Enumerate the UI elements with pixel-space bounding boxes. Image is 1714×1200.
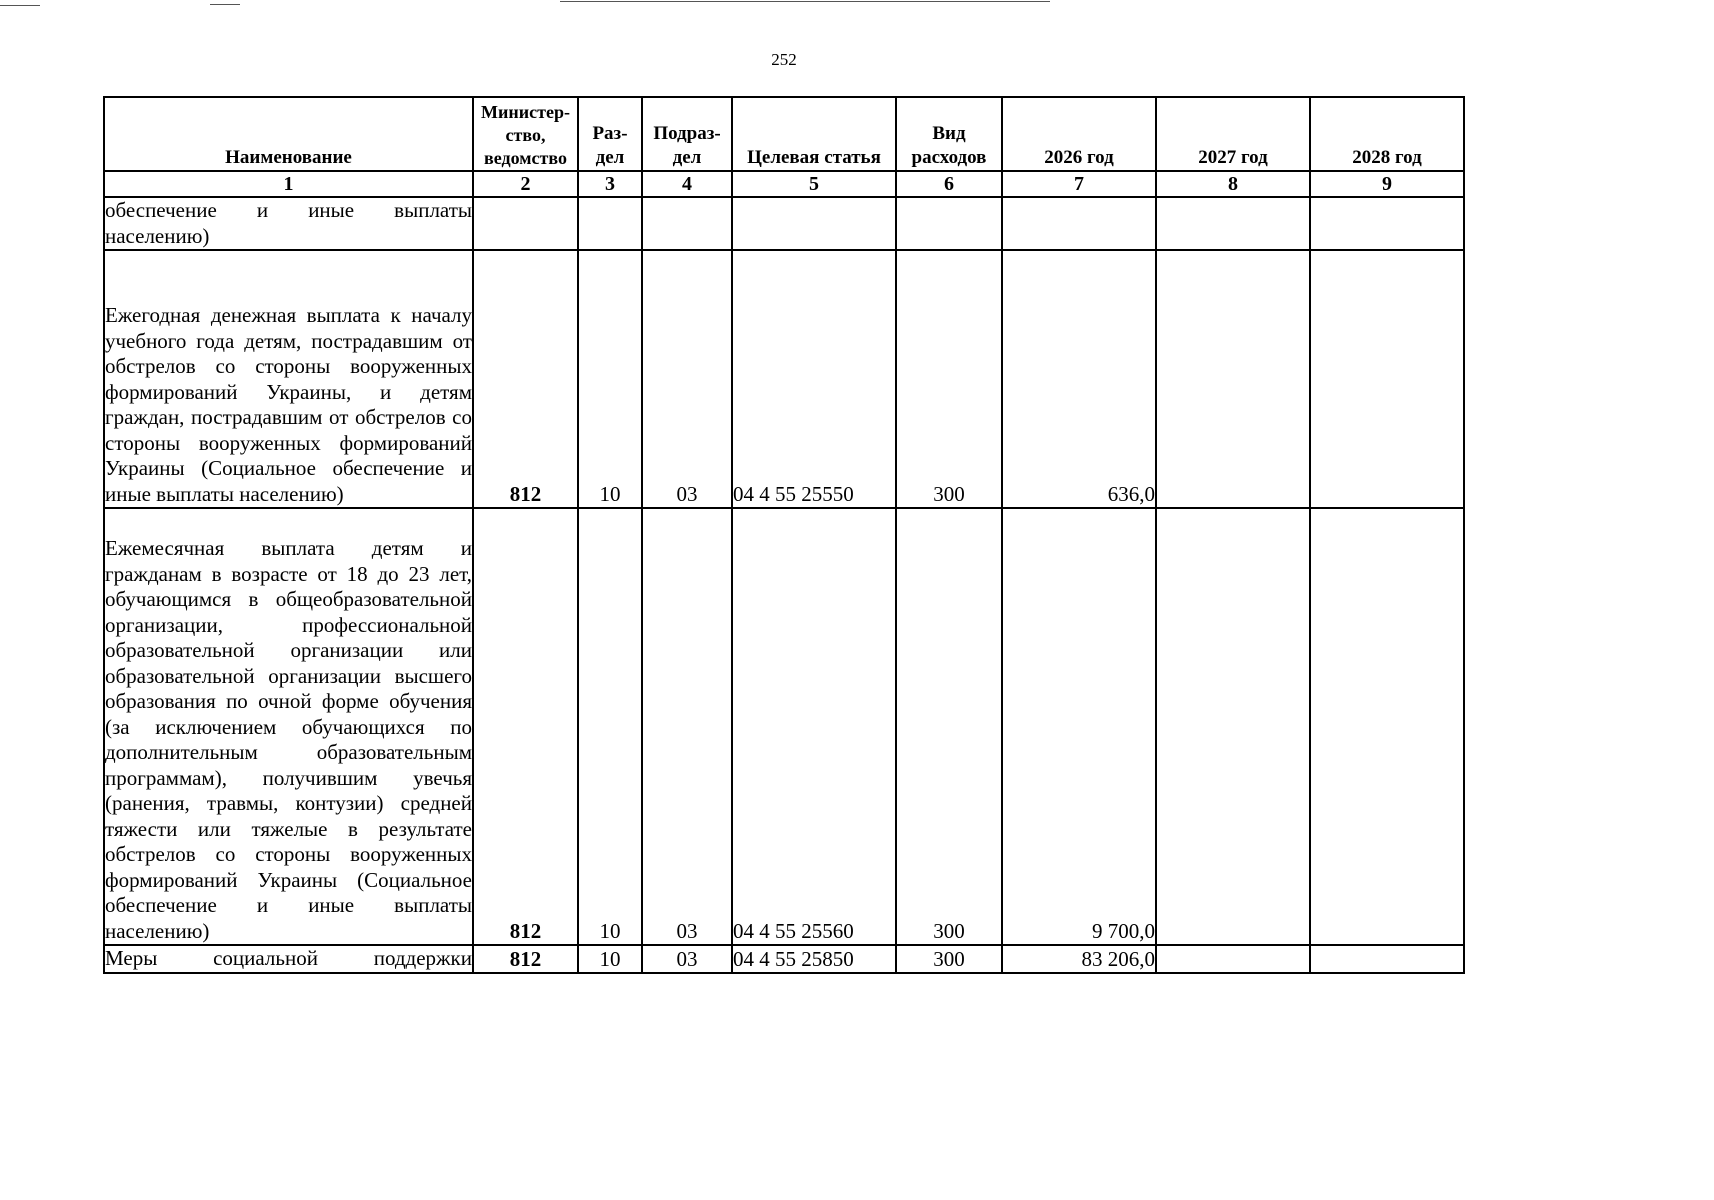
header-target: Целевая статья bbox=[732, 97, 896, 171]
row-section bbox=[578, 197, 642, 250]
row-subsection: 03 bbox=[642, 250, 732, 508]
row-2028 bbox=[1310, 197, 1464, 250]
row-section: 10 bbox=[578, 508, 642, 945]
row-2028 bbox=[1310, 250, 1464, 508]
row-target: 04 4 55 25550 bbox=[732, 250, 896, 508]
header-2026: 2026 год bbox=[1002, 97, 1156, 171]
row-name: Ежегодная денежная выплата к началу учебного года детям, пострадавшим от обстрелов со стороны вооруженных формирований Украины, и детям граждан, пострадавшим от обстрелов со стороны вооруженных формирований Украины (Социальное обеспечение и иные выплаты населению) bbox=[104, 250, 473, 508]
row-section: 10 bbox=[578, 945, 642, 973]
row-target: 04 4 55 25560 bbox=[732, 508, 896, 945]
row-name: Меры социальной поддержки bbox=[104, 945, 473, 973]
column-number: 6 bbox=[896, 171, 1002, 197]
row-name: Ежемесячная выплата детям и гражданам в возрасте от 18 до 23 лет, обучающимся в общеобразовательной организации, профессиональной образовательной организации или образовательной организации высшего образования по очной форме обучения (за исключением обучающихся по дополнительным образовательным программам), получившим увечья (ранения, травмы, контузии) средней тяжести или тяжелые в результате обстрелов со стороны вооруженных формирований Украины (Социальное обеспечение и иные выплаты населению) bbox=[104, 508, 473, 945]
table-row bbox=[104, 508, 1464, 945]
row-2028 bbox=[1310, 508, 1464, 945]
header-2027: 2027 год bbox=[1156, 97, 1310, 171]
row-2027 bbox=[1156, 945, 1310, 973]
page-number: 252 bbox=[771, 50, 797, 69]
column-number: 1 bbox=[104, 171, 473, 197]
row-2027 bbox=[1156, 508, 1310, 945]
row-expense-type: 300 bbox=[896, 250, 1002, 508]
row-ministry: 812 bbox=[473, 250, 578, 508]
header-row bbox=[104, 97, 1464, 171]
row-subsection: 03 bbox=[642, 508, 732, 945]
row-2027 bbox=[1156, 250, 1310, 508]
header-ministry: Министер-ство, ведомство bbox=[473, 97, 578, 171]
scan-edge-line bbox=[210, 4, 240, 5]
row-expense-type bbox=[896, 197, 1002, 250]
header-2028: 2028 год bbox=[1310, 97, 1464, 171]
header-section: Раз-дел bbox=[578, 97, 642, 171]
column-number: 4 bbox=[642, 171, 732, 197]
header-subsection: Подраз-дел bbox=[642, 97, 732, 171]
row-2026 bbox=[1002, 197, 1156, 250]
row-name: обеспечение и иные выплаты населению) bbox=[104, 197, 473, 250]
row-ministry bbox=[473, 197, 578, 250]
row-2026: 636,0 bbox=[1002, 250, 1156, 508]
table-row bbox=[104, 250, 1464, 508]
row-2026: 9 700,0 bbox=[1002, 508, 1156, 945]
row-ministry: 812 bbox=[473, 945, 578, 973]
row-target bbox=[732, 197, 896, 250]
column-number: 3 bbox=[578, 171, 642, 197]
row-target: 04 4 55 25850 bbox=[732, 945, 896, 973]
row-2027 bbox=[1156, 197, 1310, 250]
row-section: 10 bbox=[578, 250, 642, 508]
column-number: 2 bbox=[473, 171, 578, 197]
column-number: 8 bbox=[1156, 171, 1310, 197]
column-number-row bbox=[104, 171, 1464, 197]
header-expense-type: Вид расходов bbox=[896, 97, 1002, 171]
table-row bbox=[104, 945, 1464, 973]
row-2028 bbox=[1310, 945, 1464, 973]
scan-edge-line bbox=[560, 1, 1050, 2]
row-subsection: 03 bbox=[642, 945, 732, 973]
header-name: Наименование bbox=[104, 97, 473, 171]
row-ministry: 812 bbox=[473, 508, 578, 945]
row-expense-type: 300 bbox=[896, 945, 1002, 973]
column-number: 9 bbox=[1310, 171, 1464, 197]
column-number: 7 bbox=[1002, 171, 1156, 197]
row-subsection bbox=[642, 197, 732, 250]
table-row bbox=[104, 197, 1464, 250]
scan-edge-line bbox=[0, 5, 40, 6]
row-expense-type: 300 bbox=[896, 508, 1002, 945]
row-2026: 83 206,0 bbox=[1002, 945, 1156, 973]
column-number: 5 bbox=[732, 171, 896, 197]
budget-table bbox=[103, 96, 1465, 974]
